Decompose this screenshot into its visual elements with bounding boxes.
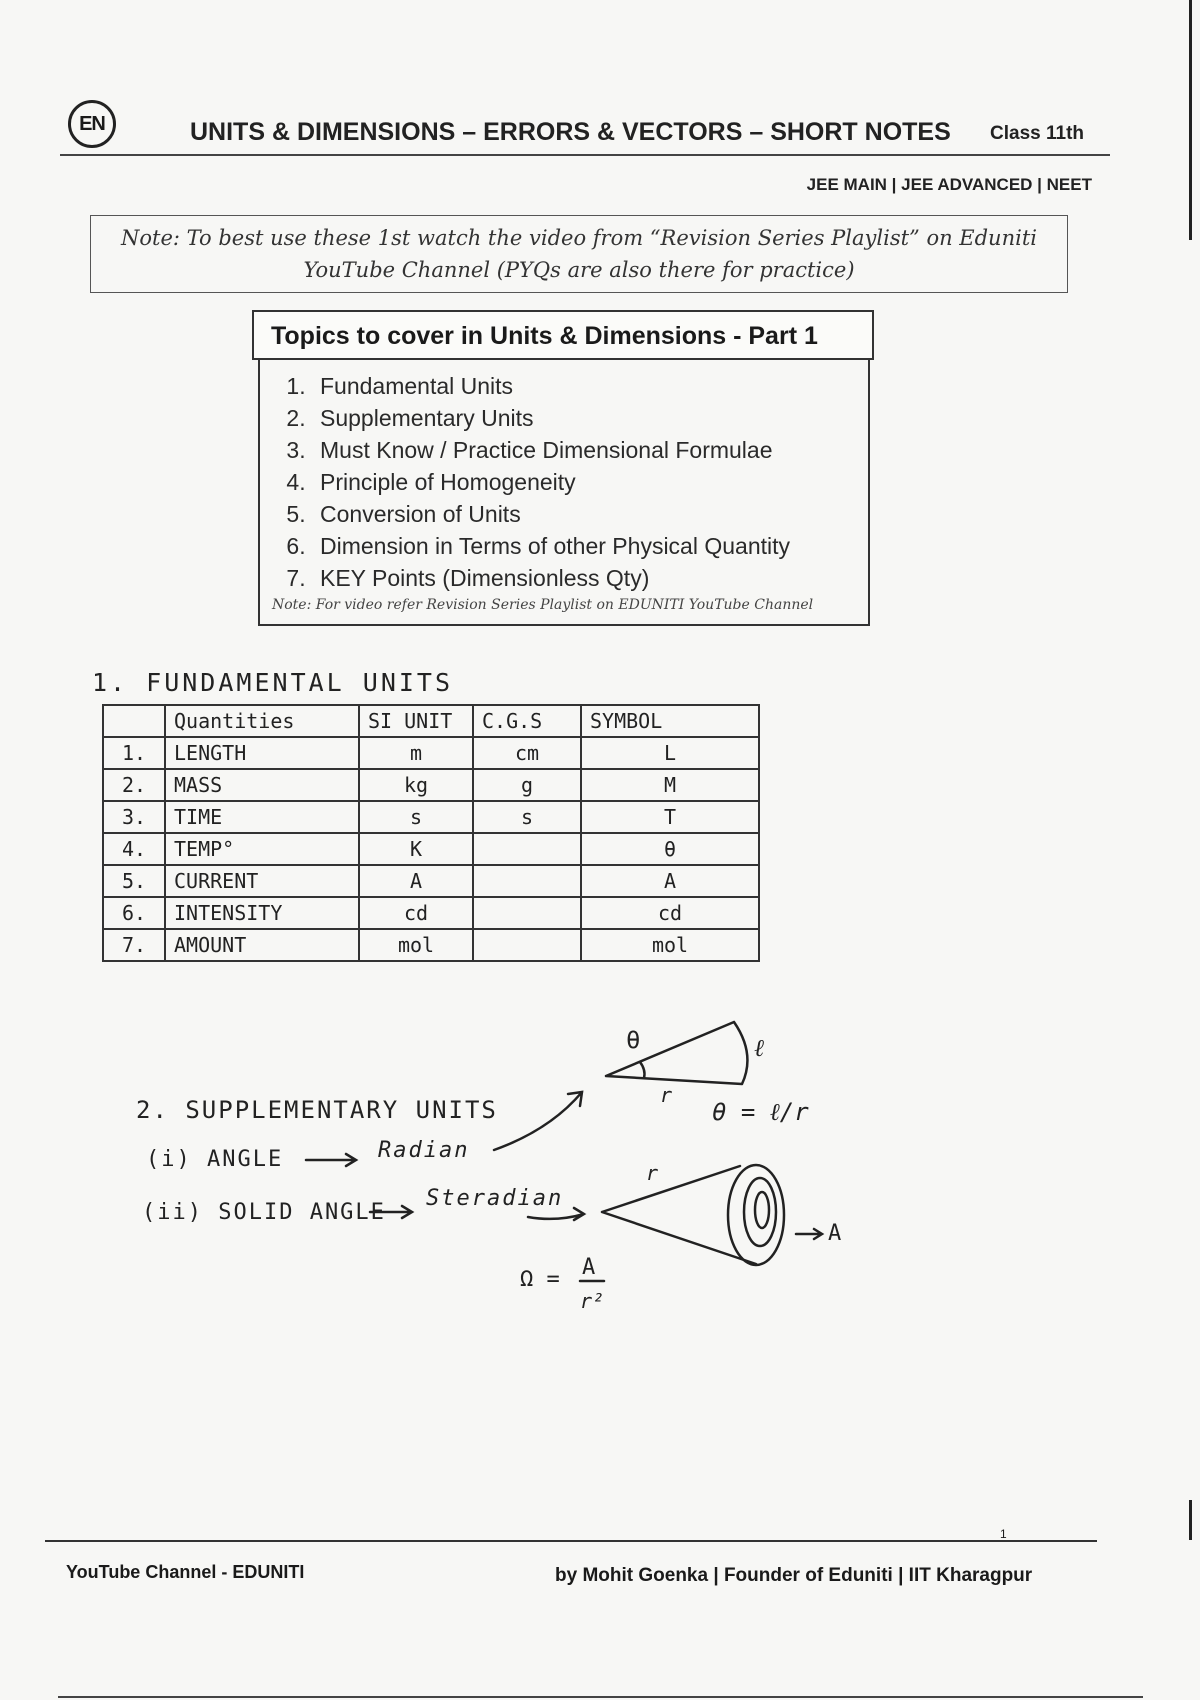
angle-arc-mark	[640, 1062, 645, 1078]
table-cell: A	[359, 865, 473, 897]
topic-item: 7. KEY Points (Dimensionless Qty)	[312, 562, 868, 594]
area-label: A	[828, 1221, 842, 1246]
table-cell: TEMP°	[165, 833, 359, 865]
table-cell: g	[473, 769, 581, 801]
topic-item: 3. Must Know / Practice Dimensional Formulae	[312, 434, 868, 466]
arrow-icon	[528, 1208, 584, 1220]
radius-label: r	[660, 1083, 673, 1107]
column-header: SI UNIT	[359, 705, 473, 737]
class-label: Class 11th	[990, 123, 1084, 144]
solid-angle-formula-lhs: Ω =	[520, 1267, 560, 1292]
table-cell: s	[473, 801, 581, 833]
column-header: Quantities	[165, 705, 359, 737]
angle-label: (i) ANGLE	[146, 1147, 284, 1172]
solid-angle-formula-numerator: A	[582, 1255, 596, 1280]
cone-radius-label: r	[646, 1161, 659, 1185]
table-cell: cd	[581, 897, 759, 929]
curved-arrow-icon	[494, 1092, 582, 1150]
topic-item: 5. Conversion of Units	[312, 498, 868, 530]
bottom-edge-line	[58, 1696, 1143, 1698]
arc-length-label: ℓ	[754, 1034, 764, 1062]
page-edge-mark	[1189, 0, 1192, 240]
theta-label: θ	[626, 1026, 641, 1054]
table-cell: θ	[581, 833, 759, 865]
table-cell: MASS	[165, 769, 359, 801]
table-cell: 6.	[103, 897, 165, 929]
table-cell: mol	[359, 929, 473, 961]
footer-right: by Mohit Goenka | Founder of Eduniti | IIT Kharagpur	[555, 1565, 1033, 1586]
section-heading-fundamental: 1. FUNDAMENTAL UNITS	[92, 668, 454, 697]
note-line-1: Note: To best use these 1st watch the video from “Revision Series Playlist” on Eduniti	[121, 226, 1037, 250]
topic-item: 1. Fundamental Units	[312, 370, 868, 402]
table-cell: CURRENT	[165, 865, 359, 897]
table-cell: 2.	[103, 769, 165, 801]
table-cell: 3.	[103, 801, 165, 833]
table-cell: T	[581, 801, 759, 833]
table-cell: TIME	[165, 801, 359, 833]
topic-item: 2. Supplementary Units	[312, 402, 868, 434]
page-edge-mark	[1189, 1500, 1192, 1540]
table-cell: 5.	[103, 865, 165, 897]
column-header: C.G.S	[473, 705, 581, 737]
table-cell: M	[581, 769, 759, 801]
table-cell: m	[359, 737, 473, 769]
radian-label: Radian	[378, 1138, 470, 1163]
topics-note: Note: For video refer Revision Series Playlist on EDUNITI YouTube Channel	[272, 597, 814, 613]
page-title: UNITS & DIMENSIONS – ERRORS & VECTORS – SHORT NOTES	[190, 118, 951, 146]
eduniti-logo: EN	[68, 100, 116, 148]
solid-angle-label: (ii) SOLID ANGLE	[142, 1200, 386, 1225]
table-cell: 1.	[103, 737, 165, 769]
table-cell: mol	[581, 929, 759, 961]
table-cell: L	[581, 737, 759, 769]
table-cell: INTENSITY	[165, 897, 359, 929]
table-cell: cm	[473, 737, 581, 769]
table-cell: kg	[359, 769, 473, 801]
solid-angle-formula-denominator: r²	[580, 1289, 605, 1313]
arrow-icon	[370, 1206, 412, 1218]
topics-heading: Topics to cover in Units & Dimensions - Part 1	[252, 310, 874, 360]
footer-left: YouTube Channel - EDUNITI	[66, 1562, 305, 1582]
page-number: 1	[1000, 1527, 1007, 1541]
table-cell: LENGTH	[165, 737, 359, 769]
topic-item: 4. Principle of Homogeneity	[312, 466, 868, 498]
section-heading-supplementary: 2. SUPPLEMENTARY UNITS	[136, 1096, 498, 1124]
footer-divider	[45, 1540, 1097, 1542]
arrow-icon	[306, 1154, 356, 1166]
angle-formula: θ = ℓ/r	[712, 1098, 809, 1126]
exam-tags: JEE MAIN | JEE ADVANCED | NEET	[806, 175, 1092, 194]
note-line-2: YouTube Channel (PYQs are also there for practice)	[303, 258, 855, 282]
table-cell: 7.	[103, 929, 165, 961]
table-cell: AMOUNT	[165, 929, 359, 961]
cone-diagram	[602, 1166, 756, 1264]
table-cell: 4.	[103, 833, 165, 865]
steradian-label: Steradian	[426, 1186, 564, 1211]
table-cell: s	[359, 801, 473, 833]
table-cell: A	[581, 865, 759, 897]
arrow-icon	[796, 1229, 822, 1239]
column-header: SYMBOL	[581, 705, 759, 737]
table-cell: cd	[359, 897, 473, 929]
table-cell: K	[359, 833, 473, 865]
topic-item: 6. Dimension in Terms of other Physical Quantity	[312, 530, 868, 562]
